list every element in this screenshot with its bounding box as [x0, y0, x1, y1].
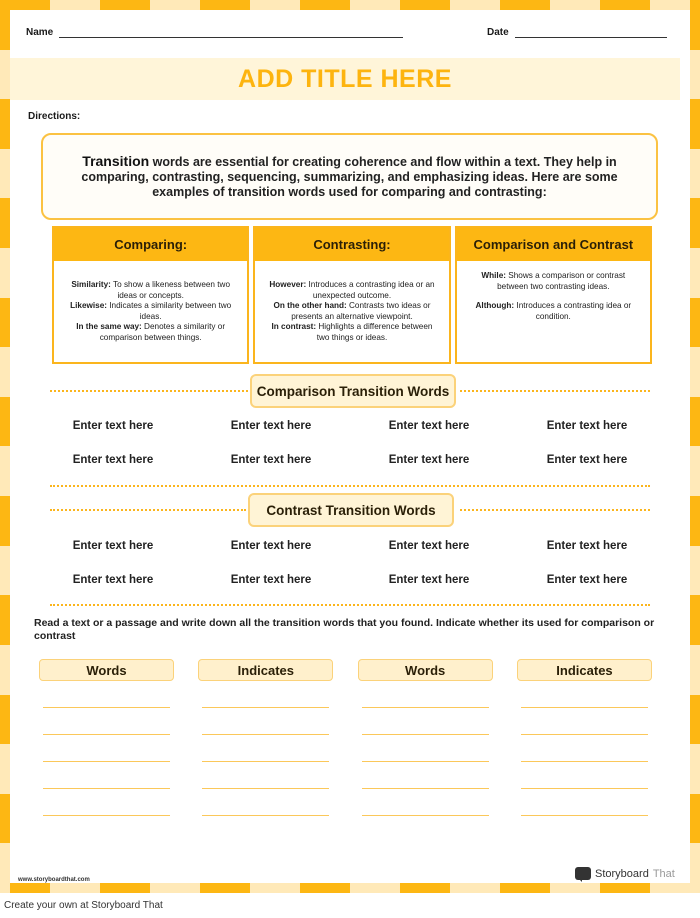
entry-term: However:	[269, 280, 307, 289]
border-square	[0, 99, 10, 149]
card-title: Contrasting:	[255, 228, 448, 261]
border-square	[690, 496, 700, 546]
page-title[interactable]: ADD TITLE HERE	[238, 64, 452, 93]
border-square	[150, 883, 200, 893]
border-top	[0, 0, 700, 10]
entry-desc: Contrasts two ideas or presents an alternative viewpoint.	[291, 301, 431, 321]
text-cell[interactable]: Enter text here	[388, 540, 470, 552]
answer-line[interactable]	[362, 789, 489, 816]
answer-line[interactable]	[202, 708, 329, 735]
contrast-grid	[34, 536, 666, 604]
entry-desc: Denotes a similarity or comparison between things.	[99, 322, 226, 342]
entry-term: Likewise:	[70, 301, 107, 310]
border-square	[0, 0, 10, 50]
directions-label: Directions:	[28, 111, 81, 122]
border-square	[690, 695, 700, 745]
card-title: Comparing:	[54, 228, 247, 261]
border-square	[690, 248, 700, 298]
date-label: Date	[487, 27, 509, 38]
card-entry	[265, 280, 438, 301]
border-square	[0, 496, 10, 546]
answer-line[interactable]	[362, 681, 489, 708]
border-square	[0, 645, 10, 695]
border-square	[0, 695, 10, 745]
entry-desc: Introduces a contrasting idea or condition.	[514, 301, 632, 321]
answer-line[interactable]	[43, 735, 170, 762]
card-entry	[265, 322, 438, 343]
entry-term: While:	[481, 271, 506, 280]
border-square	[600, 0, 650, 10]
border-square	[0, 744, 10, 794]
answer-line[interactable]	[43, 762, 170, 789]
border-square	[0, 248, 10, 298]
column-header: Indicates	[517, 659, 652, 681]
text-cell[interactable]: Enter text here	[230, 420, 312, 432]
text-cell[interactable]: Enter text here	[388, 454, 470, 466]
border-left	[0, 0, 10, 893]
create-your-own-link[interactable]: Create your own at Storyboard That	[4, 900, 163, 911]
answer-line[interactable]	[521, 735, 648, 762]
answer-line[interactable]	[202, 735, 329, 762]
text-cell[interactable]: Enter text here	[230, 454, 312, 466]
text-cell[interactable]: Enter text here	[230, 574, 312, 586]
entry-term: Although:	[475, 301, 515, 310]
date-line[interactable]	[515, 27, 667, 38]
border-square	[690, 843, 700, 893]
border-square	[690, 50, 700, 100]
dotted-divider	[50, 485, 650, 487]
intro-text	[65, 154, 634, 200]
border-square	[690, 198, 700, 248]
intro-box	[41, 133, 658, 220]
border-square	[690, 0, 700, 50]
answer-line[interactable]	[43, 681, 170, 708]
border-square	[690, 298, 700, 348]
transition-cards	[52, 226, 652, 364]
border-square	[0, 198, 10, 248]
card-entry	[467, 301, 640, 322]
border-square	[550, 883, 600, 893]
border-square	[150, 0, 200, 10]
text-cell[interactable]: Enter text here	[72, 540, 154, 552]
border-square	[0, 794, 10, 844]
border-square	[250, 883, 300, 893]
entry-desc: Highlights a difference between two things or ideas.	[316, 322, 433, 342]
comparison-grid	[34, 416, 666, 484]
text-cell[interactable]: Enter text here	[230, 540, 312, 552]
border-square	[690, 149, 700, 199]
date-field	[487, 27, 667, 38]
contrast-section-title: Contrast Transition Words	[248, 493, 454, 527]
card-body	[54, 261, 247, 362]
entry-desc: To show a likeness between two ideas or concepts.	[110, 280, 230, 300]
border-square	[50, 883, 100, 893]
contrast-section-head	[50, 493, 650, 527]
entry-desc: Indicates a similarity between two ideas.	[106, 301, 232, 321]
border-square	[200, 0, 250, 10]
border-square	[690, 99, 700, 149]
answer-line[interactable]	[521, 789, 648, 816]
text-cell[interactable]: Enter text here	[388, 420, 470, 432]
border-square	[690, 645, 700, 695]
card-title: Comparison and Contrast	[457, 228, 650, 261]
entry-term: In the same way:	[76, 322, 142, 331]
footer-url[interactable]: www.storyboardthat.com	[18, 877, 90, 883]
border-square	[690, 794, 700, 844]
column-header: Indicates	[198, 659, 333, 681]
entry-term: Similarity:	[71, 280, 111, 289]
column-header: Words	[358, 659, 493, 681]
answer-line[interactable]	[43, 789, 170, 816]
border-right	[690, 0, 700, 893]
answer-line[interactable]	[202, 762, 329, 789]
answer-line[interactable]	[521, 681, 648, 708]
border-square	[690, 546, 700, 596]
answer-line[interactable]	[202, 681, 329, 708]
border-square	[0, 347, 10, 397]
border-square	[550, 0, 600, 10]
border-square	[690, 744, 700, 794]
name-label: Name	[26, 27, 54, 38]
text-cell[interactable]: Enter text here	[546, 420, 628, 432]
card-entry	[265, 301, 438, 322]
border-square	[690, 397, 700, 447]
border-square	[100, 0, 150, 10]
task-instruction: Read a text or a passage and write down all the transition words that you found. Indicate whether its used for comparison or contrast	[34, 617, 655, 642]
intro-body: words are essential for creating coherence and flow within a text. They help in comparing, contrasting, sequencing, summarizing, and emphasizing ideas. Here are some examples of transition words used for comparing and contrasting:	[81, 154, 618, 199]
intro-lead: Transition	[82, 152, 150, 169]
text-cell[interactable]: Enter text here	[546, 454, 628, 466]
answer-line[interactable]	[43, 708, 170, 735]
text-cell[interactable]: Enter text here	[72, 454, 154, 466]
dotted-divider	[50, 509, 246, 511]
card-comparison-contrast	[455, 226, 652, 364]
answer-line[interactable]	[362, 762, 489, 789]
dotted-divider	[460, 390, 650, 392]
answer-line[interactable]	[202, 789, 329, 816]
border-square	[0, 50, 10, 100]
border-square	[690, 347, 700, 397]
card-contrasting	[253, 226, 450, 364]
answer-column	[39, 659, 174, 816]
entry-desc: Introduces a contrasting idea or an unexpected outcome.	[306, 280, 435, 300]
border-square	[0, 595, 10, 645]
border-square	[400, 883, 450, 893]
answer-line[interactable]	[362, 708, 489, 735]
border-bottom	[0, 883, 700, 893]
answer-column	[358, 659, 493, 816]
border-square	[0, 397, 10, 447]
answer-column	[198, 659, 333, 816]
answer-line[interactable]	[362, 735, 489, 762]
card-entry	[64, 301, 237, 322]
border-square	[600, 883, 650, 893]
text-cell[interactable]: Enter text here	[546, 540, 628, 552]
brand-that: That	[652, 867, 675, 880]
border-square	[350, 0, 400, 10]
column-header: Words	[39, 659, 174, 681]
border-square	[450, 883, 500, 893]
border-square	[500, 0, 550, 10]
border-square	[250, 0, 300, 10]
border-square	[100, 883, 150, 893]
border-square	[200, 883, 250, 893]
card-entry	[467, 271, 640, 292]
border-square	[350, 883, 400, 893]
text-cell[interactable]: Enter text here	[72, 420, 154, 432]
border-square	[300, 0, 350, 10]
comparison-section-head	[50, 374, 650, 408]
border-square	[0, 446, 10, 496]
name-line[interactable]	[59, 27, 403, 38]
entry-term: In contrast:	[271, 322, 317, 331]
border-square	[500, 883, 550, 893]
border-square	[0, 149, 10, 199]
answer-column	[517, 659, 652, 816]
title-band	[10, 58, 680, 100]
border-square	[450, 0, 500, 10]
card-entry	[64, 280, 237, 301]
card-body	[457, 261, 650, 362]
border-square	[0, 546, 10, 596]
border-square	[300, 883, 350, 893]
answer-columns	[39, 659, 652, 816]
border-square	[690, 595, 700, 645]
answer-line[interactable]	[521, 762, 648, 789]
border-square	[50, 0, 100, 10]
entry-desc: Shows a comparison or contrast between two contrasting ideas.	[497, 271, 626, 291]
storyboardthat-logo[interactable]	[575, 867, 675, 880]
comparison-section-title: Comparison Transition Words	[250, 374, 456, 408]
border-square	[0, 298, 10, 348]
text-cell[interactable]: Enter text here	[546, 574, 628, 586]
border-square	[0, 843, 10, 893]
speech-bubble-icon	[575, 867, 591, 880]
border-square	[690, 446, 700, 496]
entry-term: On the other hand:	[273, 301, 347, 310]
brand-story: Storyboard	[595, 867, 649, 880]
answer-line[interactable]	[521, 708, 648, 735]
text-cell[interactable]: Enter text here	[388, 574, 470, 586]
dotted-divider	[460, 509, 650, 511]
card-body	[255, 261, 448, 362]
dotted-divider	[50, 390, 248, 392]
border-square	[400, 0, 450, 10]
text-cell[interactable]: Enter text here	[72, 574, 154, 586]
dotted-divider	[50, 604, 650, 606]
name-field	[26, 27, 403, 38]
card-entry	[64, 322, 237, 343]
card-comparing	[52, 226, 249, 364]
